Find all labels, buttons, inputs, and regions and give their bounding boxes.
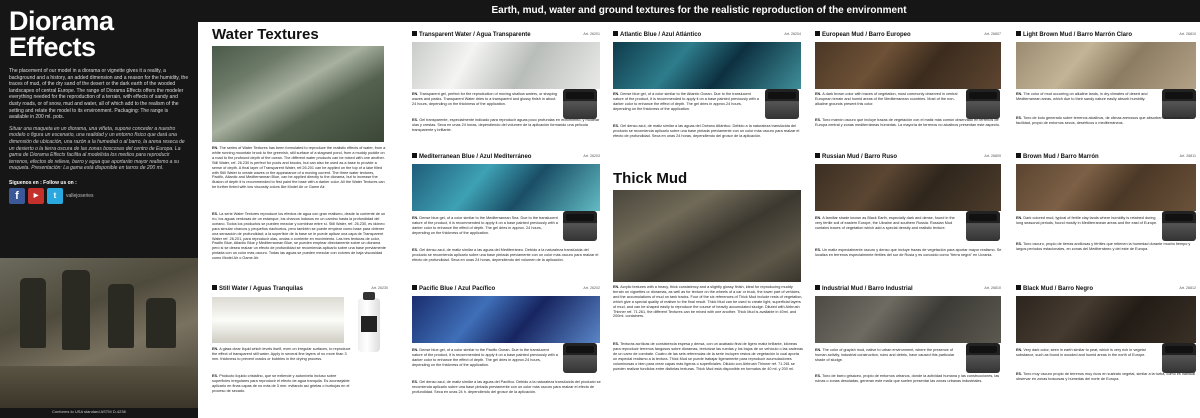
atlantic-es: ES. Gel denso azul, de matiz similar a las aguas del Océano Atlántico. Debido a la naturaleza translúcida del producto se recomienda aplicarlo sobre una base pintada previamente con un color más oscuro para realzar el efecto de profundidad. Seca en unas 24 horas, dependiendo del grosor de la aplicación. xyxy=(613,124,800,138)
social-links xyxy=(0,188,198,204)
industrial-es: ES. Tono de barro grisáceo, propio de entornos urbanos, donde la actividad humana y las construcciones, las ruinas o zonas desoladas, generan este matiz que suelen presentar las zonas urbanas industriales. xyxy=(815,374,1000,383)
twitter-icon[interactable]: t xyxy=(47,188,63,204)
black-texture xyxy=(1016,296,1196,343)
atlantic-en: EN. Dense blue gel, of a color similar to the Atlantic Ocean. Due to the translucent nature of the product, it is recommended to apply it on a base painted previously with a darker color to enhance the effect of depth. The gel dries in approx.24 hours, depending on the thickness of the application. xyxy=(613,92,759,111)
ground xyxy=(0,366,198,408)
transparent-water-texture xyxy=(412,42,600,89)
pacific-texture xyxy=(412,296,600,343)
intro-en: The placement of our model in a diorama or vignette gives it a reality, a background and a history, an added dimension and a reason for the humidity, the traces of mud, of the dry sand of the desert or the dark earth of the wooded landscapes of central Europe. The range of Diorama Effects offers the modeler everything needed for the reproduction of a terrain, with effects of sandy and dusty roads, or of snow, mud and water, all of which add to the realism of the setting and relate the model to its environment. Packaging: The range is available in 200 ml. pots. xyxy=(9,68,189,121)
pacific-es: ES. Gel denso azul, de matiz similar a las aguas del Pacífico. Debido a la naturaleza translúcida del producto se recomienda aplicarlo sobre una base pintada previamente con un color más oscuro para realzar el efecto de profundidad. Seca en unas 24 h. dependiendo del grosor de la aplicación. xyxy=(412,380,601,394)
still-water-texture xyxy=(212,297,344,343)
brown-jar xyxy=(1162,211,1196,241)
pacific-en: EN. Dense blue gel, of a color similar to the Pacific Ocean. Due to the translucent nature of the product, it is recommended to apply it on a base painted previously with a darker color to enhance the effect of depth. The gel dries in approx.24 hours, depending on the thickness of the application. xyxy=(412,348,558,367)
atlantic-heading: Atlantic Blue / Azul Atlántico Art. 26204 xyxy=(613,31,801,41)
black-en: EN. Very dark color, seen in earth similar to peat, which is very rich in vegetal substance, such as found in wooded and humid areas in the north of Europe. xyxy=(1016,348,1146,357)
facebook-icon[interactable]: f xyxy=(9,188,25,204)
diorama-photo xyxy=(0,258,198,408)
brown-en: EN. Dark colored mud, typical of fertile clay lands where humidity is retained during long seasonal periods, found mostly in Mediterranean areas and the east of Europe. xyxy=(1016,216,1158,225)
mediterranean-texture xyxy=(412,164,600,211)
still-water-en: EN. A glass clear liquid which levels itself, even on irregular surfaces, to reproduce the effect of transparent still water. Apply in several fine layers of no more than 3 mm. thickness to prevent cracks or bubbles in the drying process. xyxy=(212,347,351,361)
water-textures-es: ES. La serie Water Textures reproduce los efectos de agua con gran realismo, desde la corriente de un río, los aguas verdosas de un estanque, los charcos lodosos en un camino hasta la profundidad del océano. Todos los productos se pueden mezclar y combinar entre sí. Still Water, ref. 26.230, es idóneo para simular charcos y pequeños riachuelos, pero también se puede emplear como base para obtener una sensación de profundidad; a la superficie de la base se le puede aplicar una capa de Transparent Water ref. 26.201, para reproducir olas, ondas o corriente en movimiento. Las tres texturas de color, Pacific Blue, Atlantic Blue y Mediterranean Blue, se pueden emplear directamente sobre un diorama pero si se desea realzar un efecto de profundidad se recomienda aplicarlo sobre una base previamente pintada con un color más oscuro. Todas las aguas se pueden mezclar con colores de baja viscosidad como Model Air o Game Air. xyxy=(212,212,386,261)
european-es: ES. Tono marrón oscuro que incluye trazas de vegetación con el matiz más común observado en terrenos de Europa central y zonas mediterráneas húmedas. La mayoría de terrenos no alcalinos presentan este aspecto. xyxy=(815,118,1000,127)
intro-es: Situar una maqueta en un diorama, una viñeta, supone conceder a nuestro modelo o figura un escenario, una realidad y un entorno físico que dará una dimensión de ubicación, una razón a la humedad o al barro, la arena reseca de un desierto o la tierra oscura de las zonas boscosas del centro de Europa. La gama de Diorama Effects facilita al modelista los medios para reproducir terrenos, efectos de relieve, barro y agua que aportarán mayor realismo a su maqueta. Presentación: La gama está disponible en tarros de 200 ml. xyxy=(9,125,185,172)
mediterranean-en: EN. Dense blue gel, of a color similar to the Mediterranean Sea. Due to the translucent nature of the product, it is recommended to apply it on a base painted previously with a darker color to enhance the effect of depth. The gel dries in approx. 24 hours, depending on the thickness of the application. xyxy=(412,216,558,235)
russian-es: ES. Un matiz especialmente oscuro y denso que incluye trazas de vegetación para aportar mayor realismo. Se localiza en terrenos especialmente fértiles del sur de Rusia y es conocido como "tierra negra" en Ucrania. xyxy=(815,248,1002,257)
light-brown-es: ES. Tono de lodo generado sobre terrenos alcalinos, de climas arenosos que absorben la humedad con facilidad, propio de entornos secos, desérticos o mediterráneos. xyxy=(1016,116,1191,125)
industrial-jar xyxy=(966,343,1000,373)
industrial-en: EN. The color of grayish mud, native to urban environment, where the presence of human activity, industrial construction, ruins and debris, have caused this particular shade of sludge. xyxy=(815,348,955,362)
european-jar xyxy=(966,89,1000,119)
thick-mud-en: EN. Acrylic textures with a heavy, thick consistency and a slightly glossy finish, ideal for reproducing muddy terrain on vignettes or dioramas, as well as for texture on the wheels of a car or truck, the lower part of vehicles, and the accumulations of mud on tank tracks. Four of the six references of Thick Mud include rests of vegetation, which give a special quality of realism to the final result. Thick Mud can be used to create light, superficial layers of mud, and can be shaped easily to reproduce the course of heavily accumulated sludge. Diluted with Airbrush Thinner ref. 71.261, the different Textures can be mixed with one another. Thick Mud is available in 40ml. and 200ml. containers. xyxy=(613,285,803,319)
still-water-es: ES. Producto líquido cristalino, que se extiende y autonivela incluso sobre superficies irregulares para reproducir el efecto de agua tranquila. Es aconsejable aplicarlo en finas capas de no más de 3 mm. evitando así grietas o burbujas en el proceso de secado. xyxy=(212,374,350,393)
black-heading: Black Mud / Barro Negro Art. 26812 xyxy=(1016,285,1196,295)
pacific-heading: Pacific Blue / Azul Pacífico Art. 26202 xyxy=(412,285,600,295)
soldier-figure xyxy=(20,278,46,348)
transparent-water-es: ES. Gel transparente, especialmente indicado para reproducir aguas poco profundas en movimiento, y modelar olas y crestas. Seca en unas 24 horas, dependiendo del volumen de la aplicación formando una película transparente y brillante. xyxy=(412,118,600,132)
thick-mud-photo xyxy=(613,190,801,282)
transparent-water-en: EN. Transparent gel, perfect for the reproduction of moving shallow waters, or shaping waves and peaks. Transparent Water dries to a transparent and glossy finish in about 24 hours, depending on the thickness of the application. xyxy=(412,92,557,106)
russian-jar xyxy=(966,211,1000,241)
water-textures-en: EN. The series of Water Textures has been formulated to reproduce the realistic effects of water, from a white running mountain brook to the greenish, still surface of a stagnant pond, from a muddy puddle on a road to the profound depth of the ocean. The different water products can be mixed with one another. Still Water, ref. 26.230 is perfect for pools and brooks, but can also be used as a base to provide a sense of depth. A final layer of Transparent Water, ref.26.201 can be applied on the top of a lake filled with Still Water to create waves or the appearance of a moving current. The three water textures, Pacific, Atlantic and Mediterranean Blue, can be applied directly to the diorama, but to increase the illusion of depth it is recommended to first paint the base with a darker color. All the Water Textures can be further tinted with low viscosity colors like Model Air or Game Air. xyxy=(212,146,386,190)
soldier-figure xyxy=(108,284,134,348)
still-water-heading: Still Water / Aguas Tranquilas Art. 26230 xyxy=(212,285,388,295)
thick-mud-title: Thick Mud xyxy=(613,170,688,187)
european-en: EN. A dark brown color with traces of vegetation, most commonly observed in central European terrain and humid areas of the Mediterranean countries. Most of the non-alkaline grounds present this color. xyxy=(815,92,958,106)
brown-texture xyxy=(1016,164,1196,211)
mediterranean-es: ES. Gel denso azul, de matiz similar a las aguas del Mediterráneo. Debido a la naturaleza translúcida del producto se recomienda aplicarlo sobre una base pintada previamente con un color más oscuro para realzar el efecto de profundidad. Seca en unas 24 horas, dependiendo del volumen de la aplicación. xyxy=(412,248,599,262)
mediterranean-heading: Mediterranean Blue / Azul Mediterráneo Art. 26203 xyxy=(412,153,600,163)
transparent-water-heading: Transparent Water / Agua Transparente Art. 26201 xyxy=(412,31,600,41)
astm-cert: Conforms to USA standard ASTM D-4236 xyxy=(52,409,126,414)
social-handle: vallejoseries xyxy=(66,192,94,199)
soldier-figure xyxy=(62,270,90,350)
mediterranean-jar xyxy=(563,211,597,241)
atlantic-jar xyxy=(765,89,799,119)
russian-en: EN. A familiar shade known as Black Earth, especially dark and dense, found in the very fertile soil of eastern Europe, the Ukraine and southern Russia. Russian Mud contains traces of vegetation which add a special density and realistic texture. xyxy=(815,216,955,230)
light-brown-en: EN. The color of mud occurring on alkaline lands, in dry climates of desert and Mediterranean areas, which due to their sandy nature easily absorb humidity. xyxy=(1016,92,1148,101)
transparent-water-jar xyxy=(563,89,597,119)
light-brown-texture xyxy=(1016,42,1196,89)
russian-texture xyxy=(815,164,1001,211)
european-heading: European Mud / Barro Europeo Art. 26807 xyxy=(815,31,1001,41)
black-es: ES. Tono muy oscuro propio de terrenos muy ricos en sustrato vegetal, similar a la turba, como es habitual observar en zonas boscosas y húmedas del norte de Europa. xyxy=(1016,372,1196,381)
water-textures-photo xyxy=(212,46,384,142)
youtube-icon[interactable]: ▶ xyxy=(28,188,44,204)
industrial-heading: Industrial Mud / Barro Industrial Art. 26810 xyxy=(815,285,1001,295)
european-texture xyxy=(815,42,1001,89)
pacific-jar xyxy=(563,343,597,373)
brand-title: Diorama Effects xyxy=(9,6,114,62)
light-brown-heading: Light Brown Mud / Barro Marrón Claro Art. 26810 xyxy=(1016,31,1196,41)
water-textures-title: Water Textures xyxy=(212,26,319,43)
brown-heading: Brown Mud / Barro Marrón Art. 26811 xyxy=(1016,153,1196,163)
follow-label: Siguenos en : Follow us on : xyxy=(9,179,77,186)
black-jar xyxy=(1162,343,1196,373)
industrial-texture xyxy=(815,296,1001,343)
soldier-figure xyxy=(146,298,176,348)
sidebar xyxy=(0,0,198,418)
light-brown-jar xyxy=(1162,89,1196,119)
russian-heading: Russian Mud / Barro Ruso Art. 26809 xyxy=(815,153,1001,163)
atlantic-texture xyxy=(613,42,801,89)
top-banner: Earth, mud, water and ground textures for the realistic reproduction of the environment xyxy=(198,0,1200,22)
still-water-bottle xyxy=(358,298,380,352)
brown-es: ES. Tono oscuro, propio de tierras arcillosas y fértiles que retienen la humedad durante mucho tiempo y largos períodos estacionales, en zonas del Mediterráneo y del este de Europa. xyxy=(1016,242,1191,251)
thick-mud-es: ES. Texturas acrílicas de consistencia espesa y densa, con un acabado final de ligero matiz brillante, idóneas para reproducir terrenos fangosos sobre dioramas, texturizar las ruedas y los bajos de un vehículo o las cadenas de un carro de combate. Cuatro de las seis referencias de la serie incluyen restos de vegetación lo cual aporta un especial realismo a la textura. Thick Mud se puede trabajar ligeramente para reproducir acumulaciones voluminosas o bien para crear capas más ligeras o superficiales. Diluido con Airbrush Thinner ref. 71.261 se pueden realizar fundidos entre distintas texturas. Thick Mud está disponible en formatos de 40 ml. y 200 ml. xyxy=(613,342,803,371)
